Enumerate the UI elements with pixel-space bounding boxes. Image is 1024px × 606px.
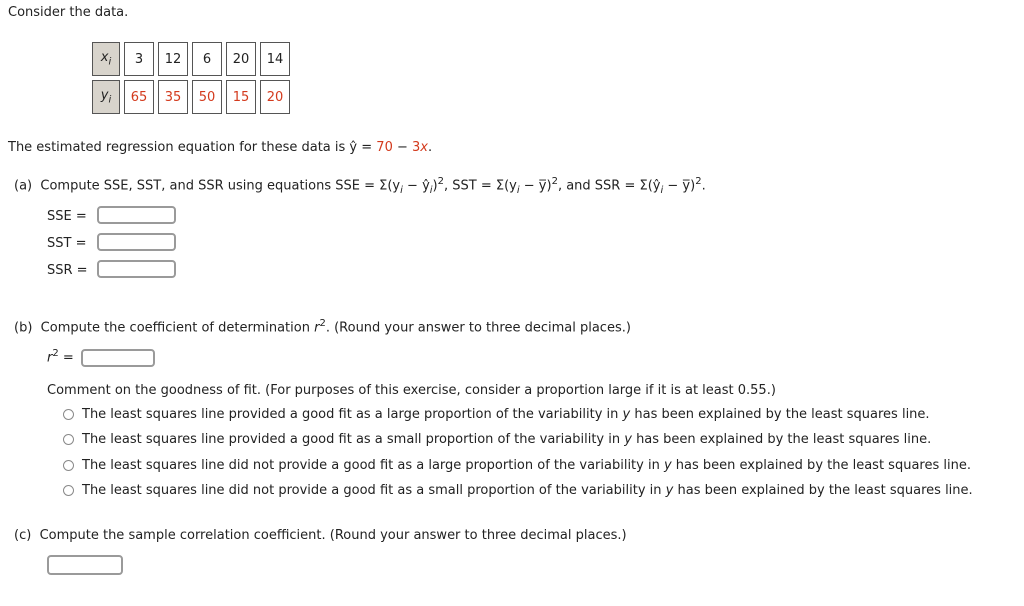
x-cell: 12 <box>158 42 188 76</box>
part-c-prompt: (c) Compute the sample correlation coefficient. (Round your answer to three decimal places.) <box>14 528 627 543</box>
y-cell: 35 <box>158 80 188 114</box>
radio-option-4[interactable] <box>63 485 74 496</box>
r2-label: $r^2$ = <box>47 348 74 366</box>
x-cell: 14 <box>260 42 290 76</box>
radio-option-3[interactable] <box>63 460 74 471</box>
sse-label: SSE = <box>47 209 87 224</box>
table-row-x <box>92 42 290 76</box>
x-cell: 3 <box>124 42 154 76</box>
sst-input[interactable] <box>97 233 176 251</box>
ssr-input[interactable] <box>97 260 176 278</box>
radio-option-1[interactable] <box>63 409 74 420</box>
regression-equation: The estimated regression equation for these data is ŷ = 70 − 3x. <box>8 140 433 155</box>
intro-text: Consider the data. <box>8 5 129 20</box>
x-cell: 20 <box>226 42 256 76</box>
option-1-text: The least squares line provided a good fit as a large proportion of the variability in y has been explained by the least squares line. <box>82 407 930 422</box>
y-cell: 15 <box>226 80 256 114</box>
part-b-prompt: (b) Compute the coefficient of determination $r^2$. (Round your answer to three decimal places.) <box>14 318 631 336</box>
data-table <box>88 38 294 118</box>
sse-input[interactable] <box>97 206 176 224</box>
y-cell: 50 <box>192 80 222 114</box>
option-3-text: The least squares line did not provide a good fit as a large proportion of the variability in y has been explained by the least squares line. <box>82 458 971 473</box>
correlation-input[interactable] <box>47 555 123 575</box>
option-2-text: The least squares line provided a good fit as a small proportion of the variability in y has been explained by the least squares line. <box>82 432 932 447</box>
y-cell: 20 <box>260 80 290 114</box>
x-header: $x_i$ <box>92 42 120 76</box>
part-a-prompt: (a) Compute SSE, SST, and SSR using equations SSE = $\Sigma(y_i$ − $ŷ_i)^2$, SST = $\Sigma(y_i$ − y̅)$^2$, and SSR = $\Sigma(ŷ_i$ − y̅)$^2$. <box>14 176 706 196</box>
x-cell: 6 <box>192 42 222 76</box>
y-header: $y_i$ <box>92 80 120 114</box>
comment-prompt: Comment on the goodness of fit. (For purposes of this exercise, consider a proportion large if it is at least 0.55.) <box>47 383 776 398</box>
option-4-text: The least squares line did not provide a good fit as a small proportion of the variability in y has been explained by the least squares line. <box>82 483 973 498</box>
y-cell: 65 <box>124 80 154 114</box>
table-row-y <box>92 80 290 114</box>
r2-input[interactable] <box>81 349 155 367</box>
sst-label: SST = <box>47 236 87 251</box>
ssr-label: SSR = <box>47 263 88 278</box>
radio-option-2[interactable] <box>63 434 74 445</box>
